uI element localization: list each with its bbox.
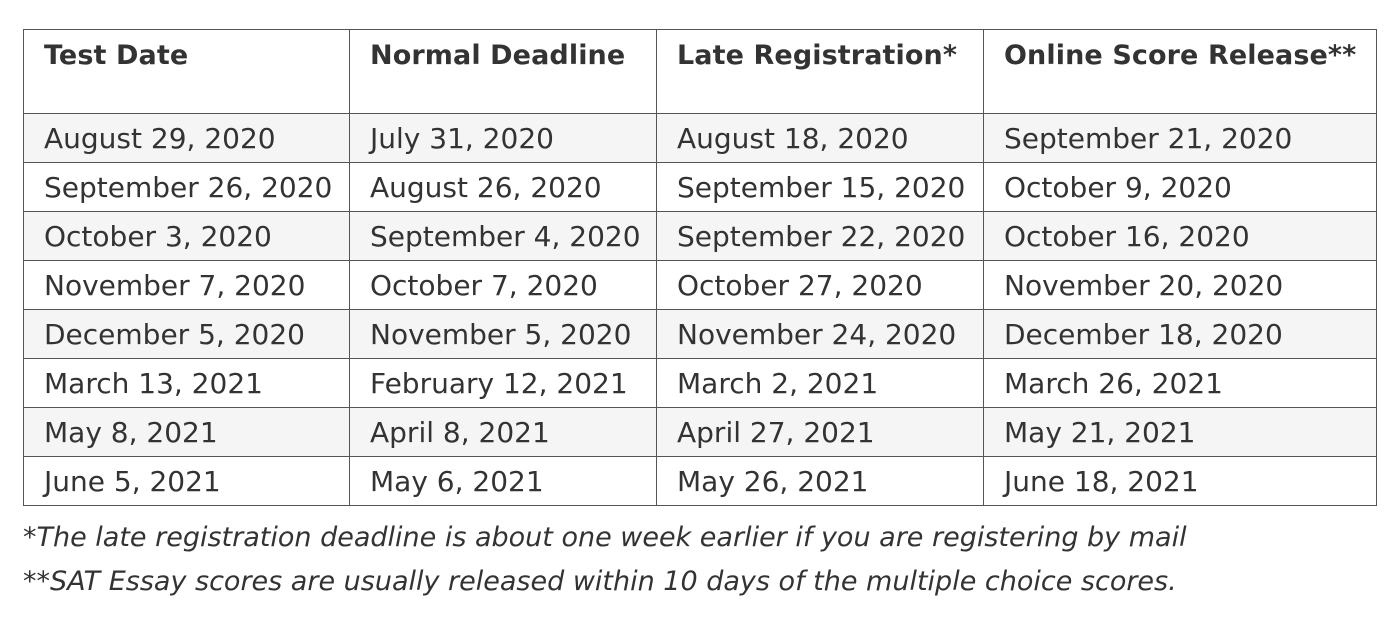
footnote-essay-scores: **SAT Essay scores are usually released within 10 days of the multiple choice scores. bbox=[23, 566, 1177, 597]
table-row bbox=[24, 163, 1377, 212]
cell-online-score-release: September 21, 2020 bbox=[984, 114, 1377, 163]
cell-late-registration: March 2, 2021 bbox=[657, 359, 984, 408]
cell-test-date: September 26, 2020 bbox=[24, 163, 350, 212]
cell-online-score-release: December 18, 2020 bbox=[984, 310, 1377, 359]
table-row bbox=[24, 261, 1377, 310]
cell-normal-deadline: April 8, 2021 bbox=[350, 408, 657, 457]
cell-normal-deadline: September 4, 2020 bbox=[350, 212, 657, 261]
cell-test-date: May 8, 2021 bbox=[24, 408, 350, 457]
cell-late-registration: September 22, 2020 bbox=[657, 212, 984, 261]
cell-test-date: October 3, 2020 bbox=[24, 212, 350, 261]
header-online-score-release: Online Score Release** bbox=[984, 30, 1377, 114]
cell-online-score-release: May 21, 2021 bbox=[984, 408, 1377, 457]
cell-online-score-release: October 16, 2020 bbox=[984, 212, 1377, 261]
cell-late-registration: October 27, 2020 bbox=[657, 261, 984, 310]
cell-normal-deadline: February 12, 2021 bbox=[350, 359, 657, 408]
cell-normal-deadline: August 26, 2020 bbox=[350, 163, 657, 212]
table-row bbox=[24, 212, 1377, 261]
table-row bbox=[24, 359, 1377, 408]
cell-normal-deadline: July 31, 2020 bbox=[350, 114, 657, 163]
table-row bbox=[24, 408, 1377, 457]
cell-test-date: December 5, 2020 bbox=[24, 310, 350, 359]
cell-normal-deadline: May 6, 2021 bbox=[350, 457, 657, 506]
cell-normal-deadline: October 7, 2020 bbox=[350, 261, 657, 310]
cell-late-registration: May 26, 2021 bbox=[657, 457, 984, 506]
cell-normal-deadline: November 5, 2020 bbox=[350, 310, 657, 359]
cell-test-date: March 13, 2021 bbox=[24, 359, 350, 408]
cell-late-registration: April 27, 2021 bbox=[657, 408, 984, 457]
cell-online-score-release: October 9, 2020 bbox=[984, 163, 1377, 212]
cell-late-registration: September 15, 2020 bbox=[657, 163, 984, 212]
table-header-row bbox=[24, 30, 1377, 114]
cell-late-registration: August 18, 2020 bbox=[657, 114, 984, 163]
cell-test-date: June 5, 2021 bbox=[24, 457, 350, 506]
cell-online-score-release: November 20, 2020 bbox=[984, 261, 1377, 310]
table-row bbox=[24, 457, 1377, 506]
header-late-registration: Late Registration* bbox=[657, 30, 984, 114]
cell-online-score-release: March 26, 2021 bbox=[984, 359, 1377, 408]
footnotes bbox=[23, 516, 1187, 604]
table-row bbox=[24, 114, 1377, 163]
cell-late-registration: November 24, 2020 bbox=[657, 310, 984, 359]
footnote-late-registration: *The late registration deadline is about one week earlier if you are registering by mail bbox=[23, 522, 1187, 553]
cell-test-date: November 7, 2020 bbox=[24, 261, 350, 310]
cell-test-date: August 29, 2020 bbox=[24, 114, 350, 163]
cell-online-score-release: June 18, 2021 bbox=[984, 457, 1377, 506]
table-row bbox=[24, 310, 1377, 359]
header-normal-deadline: Normal Deadline bbox=[350, 30, 657, 114]
header-test-date: Test Date bbox=[24, 30, 350, 114]
sat-schedule-table bbox=[23, 29, 1377, 506]
